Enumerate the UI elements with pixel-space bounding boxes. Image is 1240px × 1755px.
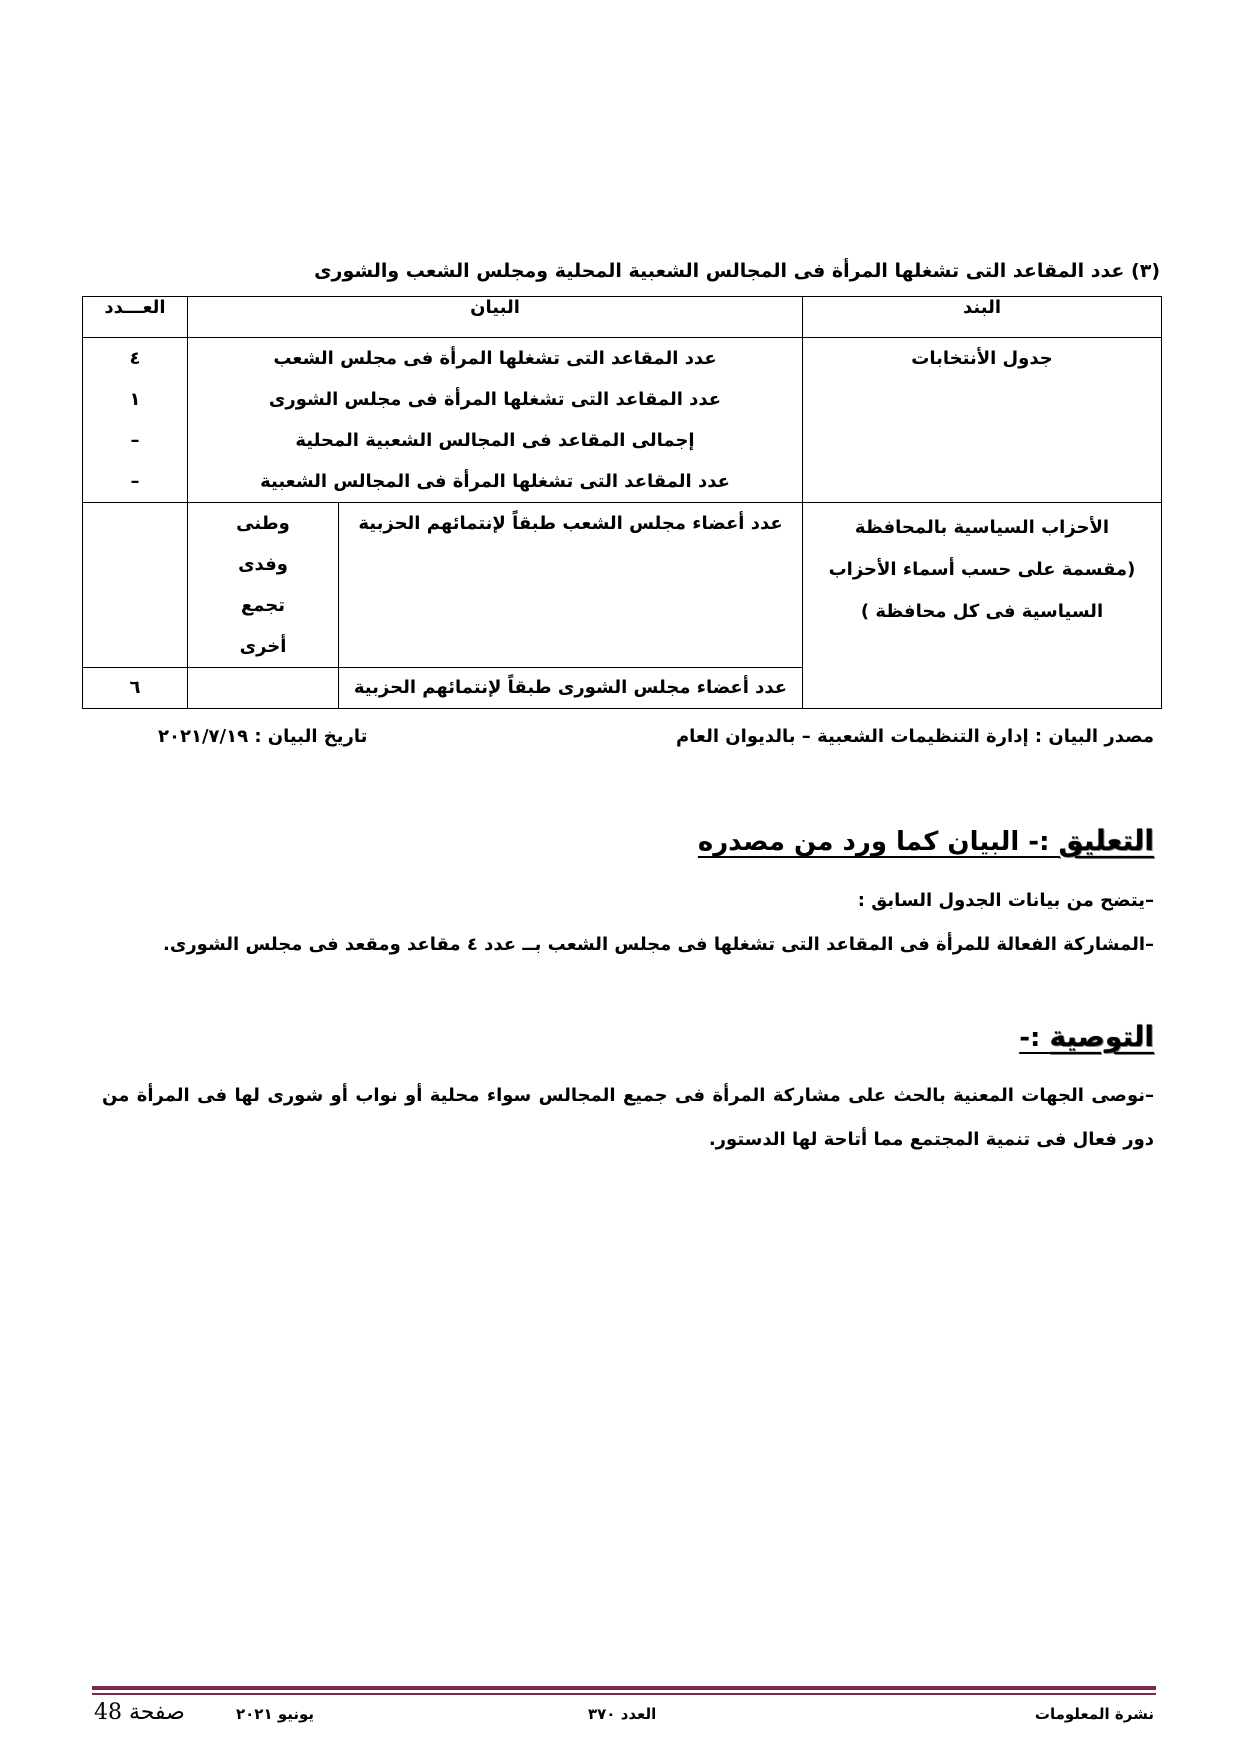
source-line: مصدر البيان : إدارة التنظيمات الشعبية – بالديوان العام <box>675 726 1154 747</box>
count-cell <box>83 338 188 503</box>
band-line: (مقسمة على حسب أسماء الأحزاب <box>828 559 1136 580</box>
footer-page-number: صفحة 48 <box>94 1700 185 1725</box>
count-value: ٦ <box>129 677 141 698</box>
comment-heading-ornate: التعليق <box>1058 824 1154 857</box>
statement-line: إجمالى المقاعد فى المجالس الشعبية المحلية <box>295 430 695 451</box>
count-cell <box>83 503 188 668</box>
footer-month: يونيو ٢٠٢١ <box>236 1705 315 1723</box>
count-value: – <box>130 430 140 451</box>
footer-rule <box>92 1693 1156 1695</box>
recommendation-heading-ornate: التوصية <box>1049 1020 1154 1053</box>
table-header-row <box>83 297 1162 338</box>
statement-cell <box>188 338 803 503</box>
data-table <box>82 296 1162 709</box>
party-name: أخرى <box>239 636 287 657</box>
count-cell <box>83 668 188 709</box>
statement-line: عدد المقاعد التى تشغلها المرأة فى مجلس الشورى <box>268 389 722 410</box>
footer-rule <box>92 1686 1156 1690</box>
table-row <box>83 503 1162 668</box>
band-elections: جدول الأنتخابات <box>911 348 1053 369</box>
band-cell <box>803 338 1162 503</box>
party-cell <box>188 503 339 668</box>
recommendation-heading-rest: :- <box>1019 1023 1050 1053</box>
header-band: البند <box>803 297 1162 338</box>
party-name: وطنى <box>236 513 290 534</box>
header-count: العـــدد <box>83 297 188 338</box>
statement-line: عدد أعضاء مجلس الشورى طبقاً لإنتمائهم الحزبية <box>353 677 788 698</box>
footer-issue: العدد ٣٧٠ <box>588 1705 657 1723</box>
date-line: تاريخ البيان : ٢٠٢١/٧/١٩ <box>158 726 368 747</box>
party-name: تجمع <box>240 595 286 616</box>
count-value: ١ <box>129 389 141 410</box>
party-cell <box>188 668 339 709</box>
comment-heading-rest: :- البيان كما ورد من مصدره <box>697 827 1059 857</box>
count-value: ٤ <box>129 348 141 369</box>
comment-heading <box>698 824 1154 857</box>
footer-publication: نشرة المعلومات <box>1034 1705 1154 1723</box>
count-value: – <box>130 471 140 492</box>
recommendation-heading <box>1019 1020 1154 1053</box>
band-line: السياسية فى كل محافظة ) <box>860 601 1104 622</box>
statement-line: عدد أعضاء مجلس الشعب طبقاً لإنتمائهم الحزبية <box>358 513 783 534</box>
band-line: الأحزاب السياسية بالمحافظة <box>854 517 1110 538</box>
statement-line: عدد المقاعد التى تشغلها المرأة فى مجلس الشعب <box>273 348 717 369</box>
band-cell <box>803 503 1162 709</box>
comment-line: –المشاركة الفعالة للمرأة فى المقاعد التى تشغلها فى مجلس الشعب بــ عدد ٤ مقاعد ومقعد فى مجلس الشورى. <box>162 934 1154 955</box>
statement-cell <box>339 668 803 709</box>
comment-line: –يتضح من بيانات الجدول السابق : <box>857 890 1154 911</box>
header-statement: البيان <box>188 297 803 338</box>
table-row <box>83 338 1162 503</box>
recommendation-text: –نوصى الجهات المعنية بالحث على مشاركة المرأة فى جميع المجالس سواء محلية أو نواب أو شورى لها فى المرأة من دور فعال فى تنمية المجتمع مما أتاحة لها الدستور. <box>102 1085 1154 1150</box>
table-title: (٣) عدد المقاعد التى تشغلها المرأة فى المجالس الشعبية المحلية ومجلس الشعب والشورى <box>314 260 1160 282</box>
statement-cell <box>339 503 803 668</box>
statement-line: عدد المقاعد التى تشغلها المرأة فى المجالس الشعبية <box>260 471 730 492</box>
party-name: وفدى <box>238 554 288 575</box>
